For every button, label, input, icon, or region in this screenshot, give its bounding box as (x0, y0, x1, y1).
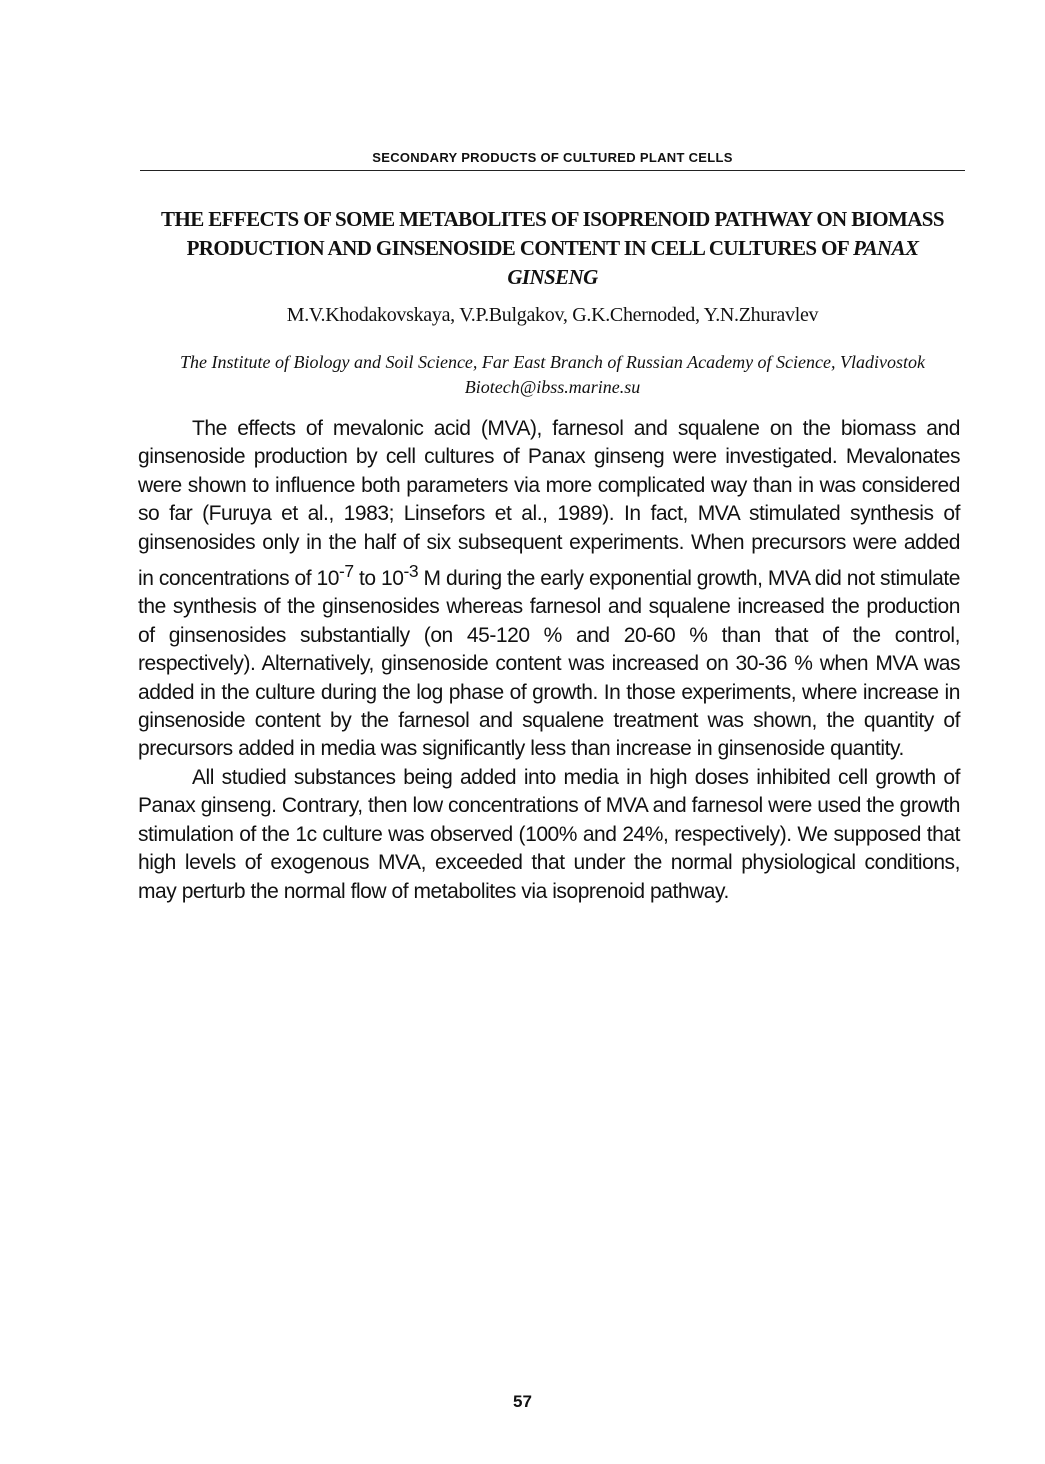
paragraph: All studied substances being added into media in high doses inhibited cell growth of Panax ginseng. Contrary, then low concentrations of MVA and farnesol were used the growth stimulation of the 1c culture was observed (100% and 24%, respectively). We supposed that high levels of exogenous MVA, exceeded that under the normal physiological conditions, may perturb the normal flow of metabolites via isoprenoid pathway. (138, 765, 960, 903)
paragraph-text: The effects of mevalonic acid (MVA), farnesol and squalene on the biomass and ginsenoside production by cell cultures of Panax ginseng were investigated. Mevalonates were shown to influence both parameters via more complicated way than in was considered so far (Furuya et al., 1983; Linsefors et al., 1989). In fact, MVA stimulated synthesis of ginsenosides only in the half of six subsequent experiments. When precursors were added in concentrations of 10 (138, 417, 960, 591)
title-text: THE EFFECTS OF SOME METABOLITES OF ISOPRENOID PATHWAY ON BIOMASS PRODUCTION AND GINSENOSIDE CONTENT IN CELL CULTURES OF (161, 207, 944, 260)
paragraph-text: M during the early exponential growth, MVA did not stimulate the synthesis of the ginsenosides whereas farnesol and squalene increased the production of ginsenosides substantially (on 45-120 % and 20-60 % than that of the control, respectively). Alternatively, ginsenoside content was increased on 30-36 % when MVA was added in the culture during the log phase of growth. In those experiments, where increase in ginsenoside content by the farnesol and squalene treatment was shown, the quantity of precursors added in media was significantly less than increase in ginsenoside quantity. (138, 567, 961, 761)
exponent: -3 (403, 561, 419, 582)
page-number: 57 (513, 1392, 532, 1411)
article-body (138, 415, 960, 906)
affiliation: The Institute of Biology and Soil Science, Far East Branch of Russian Academy of Science, Vladivostok Biotech@ibss.marine.su (179, 352, 925, 397)
article-title (140, 205, 965, 292)
paragraph (138, 415, 960, 764)
running-head: SECONDARY PRODUCTS OF CULTURED PLANT CELLS (372, 150, 733, 165)
exponent: -7 (338, 561, 354, 582)
header-rule (140, 170, 965, 171)
paragraph-text: to 10 (353, 567, 404, 591)
author-list: M.V.Khodakovskaya, V.P.Bulgakov, G.K.Chernoded, Y.N.Zhuravlev (286, 304, 819, 326)
title-species: PANAX GINSENG (507, 236, 919, 289)
